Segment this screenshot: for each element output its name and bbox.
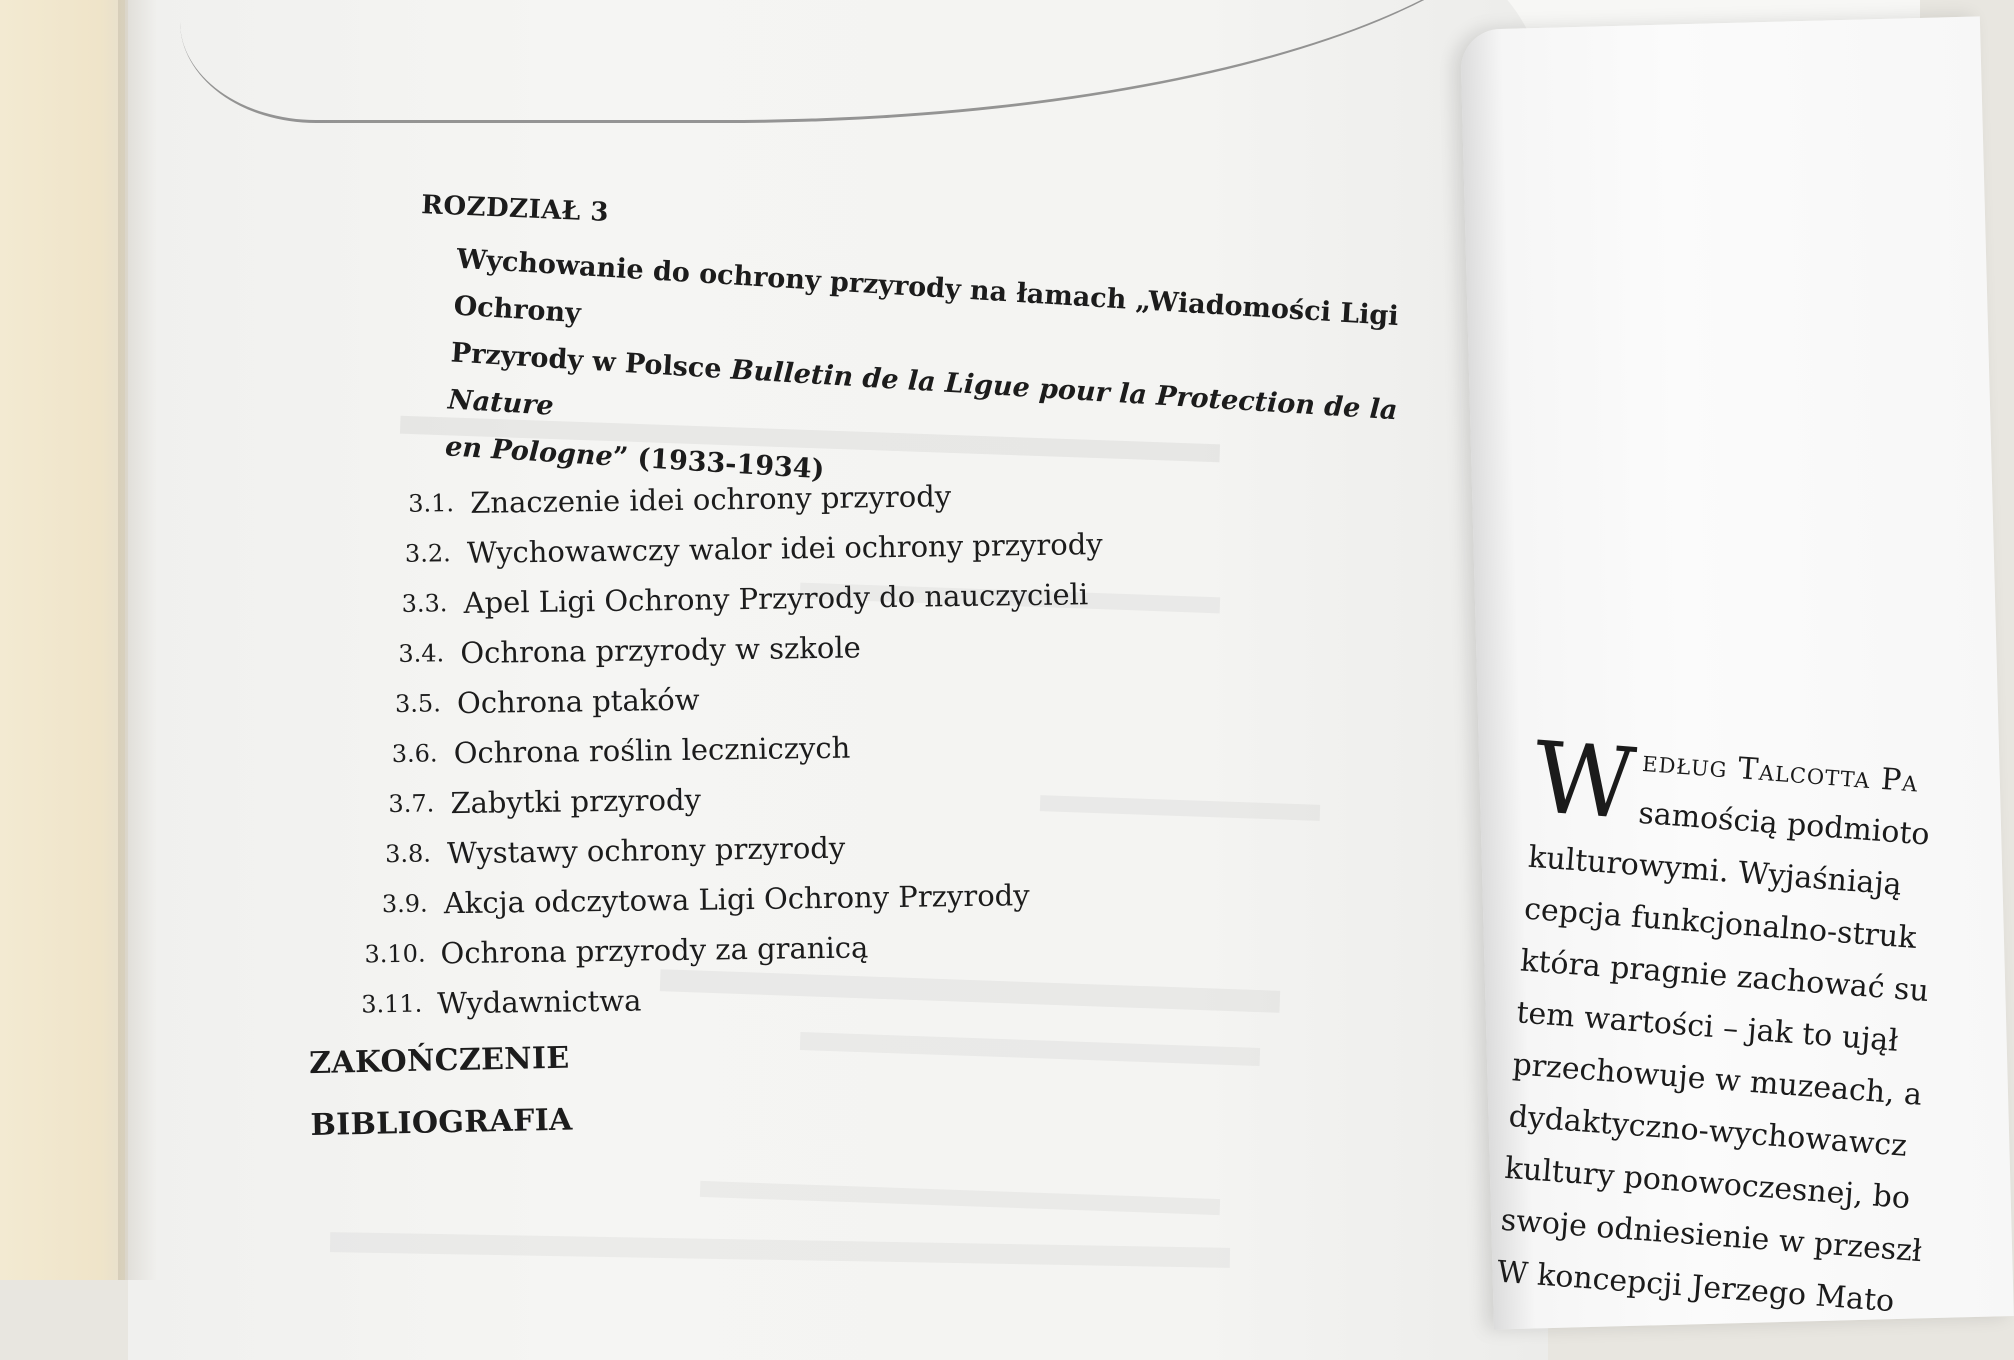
section-title: Zabytki przyrody <box>450 782 702 821</box>
section-number: 3.8. <box>384 839 432 869</box>
text-line: która pragnie zachować su <box>1519 943 1931 1009</box>
section-title: Wydawnictwa <box>436 983 642 1021</box>
chapter-title-text: ” (1933-1934) <box>611 441 826 486</box>
section-number: 3.1. <box>408 489 455 518</box>
text-line: W koncepcji Jerzego Mato <box>1495 1254 1896 1320</box>
text-line: swoje odniesienie w przeszł <box>1499 1202 1923 1270</box>
section-title: Znaczenie idei ochrony przyrody <box>470 479 952 520</box>
right-page-text <box>1495 721 1977 1331</box>
section-number: 3.10. <box>364 939 426 969</box>
binding-shadow <box>118 0 158 1280</box>
section-title: Ochrona przyrody w szkole <box>460 630 861 671</box>
section-number: 3.5. <box>394 689 442 718</box>
page-edge <box>0 0 125 1280</box>
chapter-label: ROZDZIAŁ 3 <box>420 190 610 228</box>
section-number: 3.7. <box>388 789 435 819</box>
chapter-title-line: Wychowanie do ochrony przyrody na łamach „Wiadomości Ligi Ochrony <box>452 243 1400 333</box>
drop-cap: W <box>1529 721 1639 843</box>
section-number: 3.4. <box>398 639 445 668</box>
section-title: Ochrona ptaków <box>456 682 700 721</box>
chapter-title-italic: Bulletin de la Ligue pour la Protection de la Nature <box>447 354 1399 427</box>
section-number: 3.6. <box>391 739 438 768</box>
bibliography-heading: BIBLIOGRAFIA <box>310 1102 573 1144</box>
text-line: cepcja funkcjonalno-struk <box>1523 891 1918 956</box>
section-number: 3.3. <box>401 589 448 618</box>
section-title: Wystawy ochrony przyrody <box>446 830 846 871</box>
conclusion-heading: ZAKOŃCZENIE <box>308 1040 570 1082</box>
text-line: dydaktyczno-wychowawcz <box>1507 1098 1909 1164</box>
section-list <box>361 464 1466 1029</box>
chapter-title-text: Przyrody w Polsce <box>450 337 732 386</box>
section-number: 3.9. <box>381 889 428 919</box>
text-line: kulturowymi. Wyjaśniają <box>1526 839 1903 903</box>
closing-sections <box>309 1009 1437 1157</box>
section-title: Wychowawczy walor idei ochrony przyrody <box>466 527 1103 570</box>
chapter-title-italic: en Pologne <box>444 431 614 473</box>
section-title: Apel Ligi Ochrony Przyrody do nauczycieli <box>463 577 1089 620</box>
section-title: Ochrona przyrody za granicą <box>440 930 869 971</box>
section-title: Ochrona roślin leczniczych <box>453 730 851 771</box>
text-line: przechowuje w muzeach, a <box>1511 1047 1924 1113</box>
section-number: 3.2. <box>404 539 451 568</box>
section-number: 3.11. <box>361 989 423 1019</box>
section-title: Akcja odczytowa Ligi Ochrony Przyrody <box>443 878 1030 921</box>
text-line: tem wartości – jak to ujął <box>1515 995 1900 1059</box>
text-line: edług Talcotta Pa <box>1641 743 1920 800</box>
text-line: kultury ponowoczesnej, bo <box>1503 1150 1912 1217</box>
table-of-contents <box>308 190 1469 1204</box>
text-line: samością podmioto <box>1637 795 1931 853</box>
